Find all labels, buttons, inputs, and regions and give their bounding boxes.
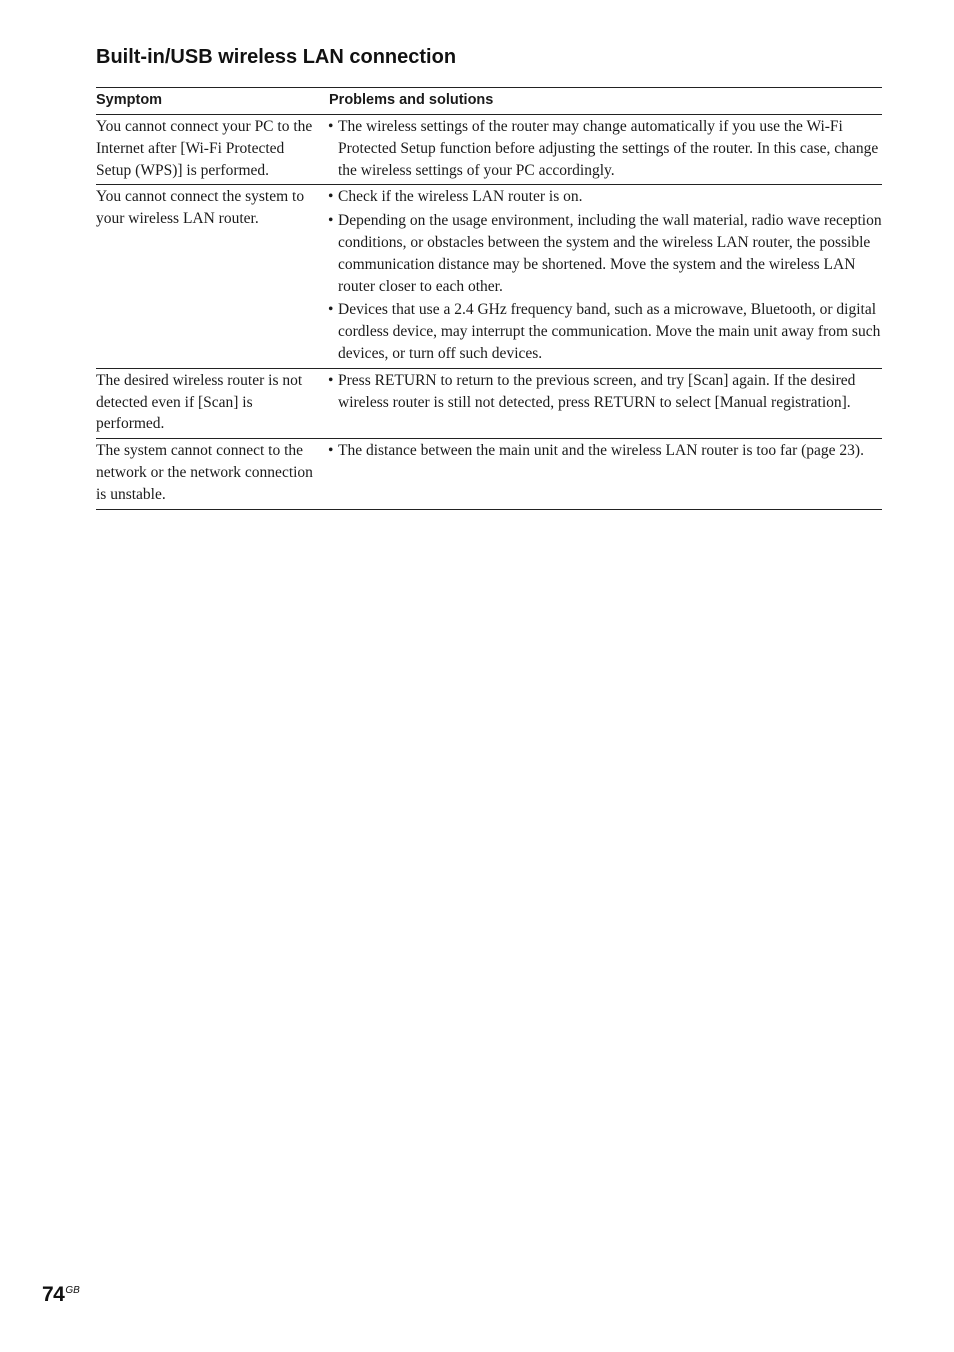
page-region-code: GB <box>65 1285 80 1296</box>
solution-list <box>328 370 882 414</box>
table-row <box>96 115 882 185</box>
troubleshooting-table <box>96 87 882 510</box>
table-header-row <box>96 88 882 115</box>
solution-item <box>328 370 882 414</box>
symptom-cell: You cannot connect the system to your wireless LAN router. <box>96 188 305 228</box>
solutions-cell <box>328 185 882 368</box>
solution-text: Check if the wireless LAN router is on. <box>338 188 583 206</box>
solutions-cell <box>328 439 882 509</box>
symptom-cell: The system cannot connect to the network or the network connection is unstable. <box>96 442 313 503</box>
header-solutions: Problems and solutions <box>329 92 494 108</box>
header-symptom: Symptom <box>96 92 163 108</box>
solutions-cell <box>328 368 882 438</box>
solution-item <box>328 210 882 297</box>
table-row <box>96 439 882 509</box>
page-number: 74 <box>42 1283 65 1306</box>
solution-item <box>328 440 882 462</box>
solution-list <box>328 440 882 462</box>
solution-item <box>328 186 882 208</box>
solution-item <box>328 299 882 364</box>
solution-list <box>328 186 882 364</box>
bullet-icon: • <box>328 212 334 230</box>
solutions-cell <box>328 115 882 185</box>
solution-text: The distance between the main unit and the wireless LAN router is too far (page 23). <box>338 442 864 460</box>
solution-text: Depending on the usage environment, including the wall material, radio wave reception conditions, or obstacles between the system and the wireless LAN router, the possible communication distance may be shortened. Move the system and the wireless LAN router closer to each other. <box>338 212 882 295</box>
bullet-icon: • <box>328 442 334 460</box>
table-row <box>96 185 882 368</box>
solution-text: Devices that use a 2.4 GHz frequency band, such as a microwave, Bluetooth, or digital cordless device, may interrupt the communication. Move the main unit away from such devices, or turn off such devices. <box>338 301 881 362</box>
solution-list <box>328 116 882 181</box>
symptom-cell: You cannot connect your PC to the Internet after [Wi-Fi Protected Setup (WPS)] is performed. <box>96 118 313 179</box>
section-title: Built-in/USB wireless LAN connection <box>96 46 457 68</box>
solution-text: The wireless settings of the router may change automatically if you use the Wi-Fi Protected Setup function before adjusting the settings of the router. In this case, change the wireless settings of your PC accordingly. <box>338 118 879 179</box>
bullet-icon: • <box>328 301 334 319</box>
bullet-icon: • <box>328 118 334 135</box>
bullet-icon: • <box>328 371 334 389</box>
solution-item <box>328 116 882 181</box>
table-row <box>96 368 882 438</box>
bullet-icon: • <box>328 188 334 206</box>
symptom-cell: The desired wireless router is not detected even if [Scan] is performed. <box>96 371 303 433</box>
page-footer <box>42 1283 80 1307</box>
solution-text: Press RETURN to return to the previous screen, and try [Scan] again. If the desired wireless router is still not detected, press RETURN to select [Manual registration]. <box>338 371 856 411</box>
